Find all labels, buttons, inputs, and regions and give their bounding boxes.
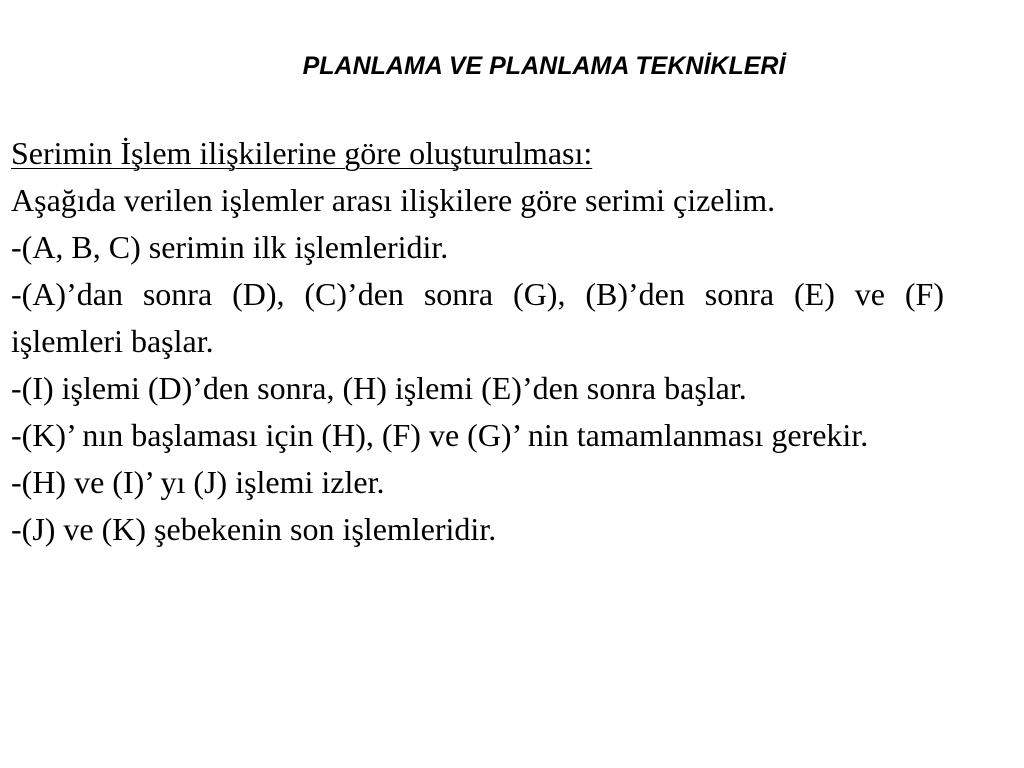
paragraph-dependencies-4: -(H) ve (I)’ yı (J) işlemi izler. — [11, 464, 385, 500]
paragraph-final-tasks: -(J) ve (K) şebekenin son işlemleridir. — [11, 511, 497, 547]
paragraph-intro: Aşağıda verilen işlemler arası ilişkilere göre serimi çizelim. — [11, 182, 776, 218]
paragraph-dependencies-2: -(I) işlemi (D)’den sonra, (H) işlemi (E)’den sonra başlar. — [11, 370, 747, 406]
paragraph-first-tasks: -(A, B, C) serimin ilk işlemleridir. — [11, 229, 449, 265]
paragraph-dependencies-3: -(K)’ nın başlaması için (H), (F) ve (G)’ nin tamamlanması gerekir. — [11, 417, 869, 453]
paragraph-dependencies-1: -(A)’dan sonra (D), (C)’den sonra (G), (B)’den sonra (E) ve (F) işlemleri başlar. — [11, 276, 944, 359]
slide-title: PLANLAMA VE PLANLAMA TEKNİKLERİ — [302, 52, 786, 80]
section-heading: Serimin İşlem ilişkilerine göre oluşturulması: — [11, 135, 593, 171]
slide-content — [11, 130, 944, 553]
